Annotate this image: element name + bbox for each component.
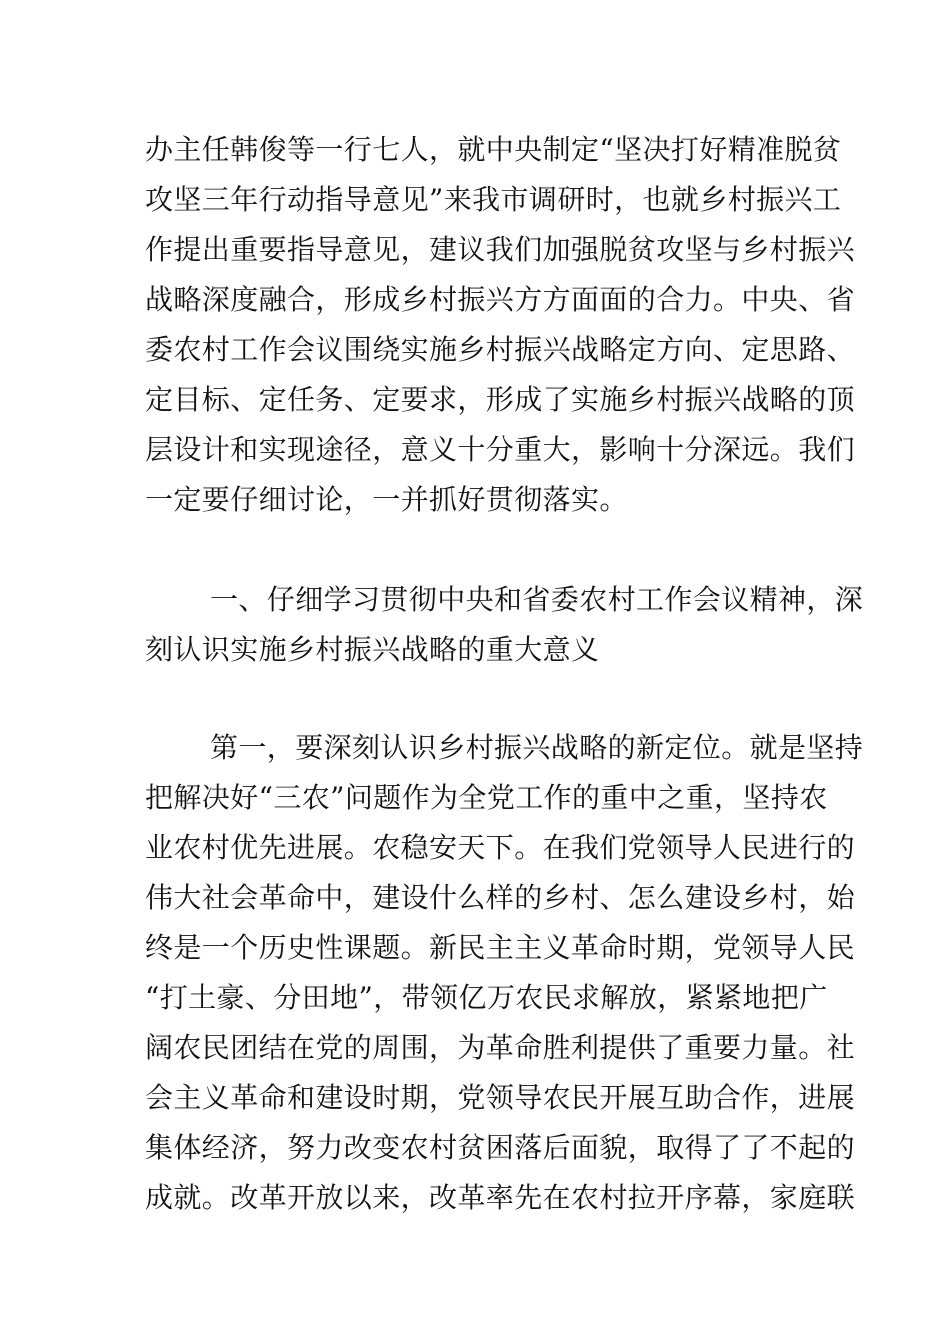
paragraph-line: 成就。改革开放以来，改革率先在农村拉开序幕，家庭联: [145, 1181, 856, 1214]
paragraph-line: 集体经济，努力改变农村贫困落后面貌，取得了了不起的: [145, 1131, 856, 1164]
paragraph-line: 会主义革命和建设时期，党领导农民开展互助合作，进展: [145, 1081, 856, 1114]
paragraph-line: 层设计和实现途径，意义十分重大，影响十分深远。我们: [145, 433, 856, 466]
paragraph-line: 定目标、定任务、定要求，形成了实施乡村振兴战略的顶: [145, 383, 856, 416]
paragraph-line: 业农村优先进展。农稳安天下。在我们党领导人民进行的: [145, 831, 856, 864]
paragraph-line: 委农村工作会议围绕实施乡村振兴战略定方向、定思路、: [145, 333, 856, 366]
paragraph-line: 第一，要深刻认识乡村振兴战略的新定位。就是坚持: [210, 731, 864, 764]
paragraph-line: 阔农民团结在党的周围，为革命胜利提供了重要力量。社: [145, 1031, 856, 1064]
paragraph-line: 攻坚三年行动指导意见”来我市调研时，也就乡村振兴工: [145, 183, 842, 216]
paragraph-line: 战略深度融合，形成乡村振兴方方面面的合力。中央、省: [145, 283, 856, 316]
paragraph-line: 终是一个历史性课题。新民主主义革命时期，党领导人民: [145, 931, 856, 964]
paragraph-line: 作提出重要指导意见，建议我们加强脱贫攻坚与乡村振兴: [145, 233, 856, 266]
paragraph-line: 一定要仔细讨论，一并抓好贯彻落实。: [145, 483, 628, 516]
section-heading-line: 一、仔细学习贯彻中央和省委农村工作会议精神，深: [210, 583, 864, 616]
paragraph-line: 伟大社会革命中，建设什么样的乡村、怎么建设乡村，始: [145, 881, 856, 914]
paragraph-line: “打土豪、分田地”，带领亿万农民求解放，紧紧地把广: [145, 981, 828, 1014]
paragraph-line: 把解决好“三农”问题作为全党工作的重中之重，坚持农: [145, 781, 828, 814]
section-heading-line: 刻认识实施乡村振兴战略的重大意义: [145, 633, 600, 666]
paragraph-line: 办主任韩俊等一行七人，就中央制定“坚决打好精准脱贫: [145, 133, 842, 166]
